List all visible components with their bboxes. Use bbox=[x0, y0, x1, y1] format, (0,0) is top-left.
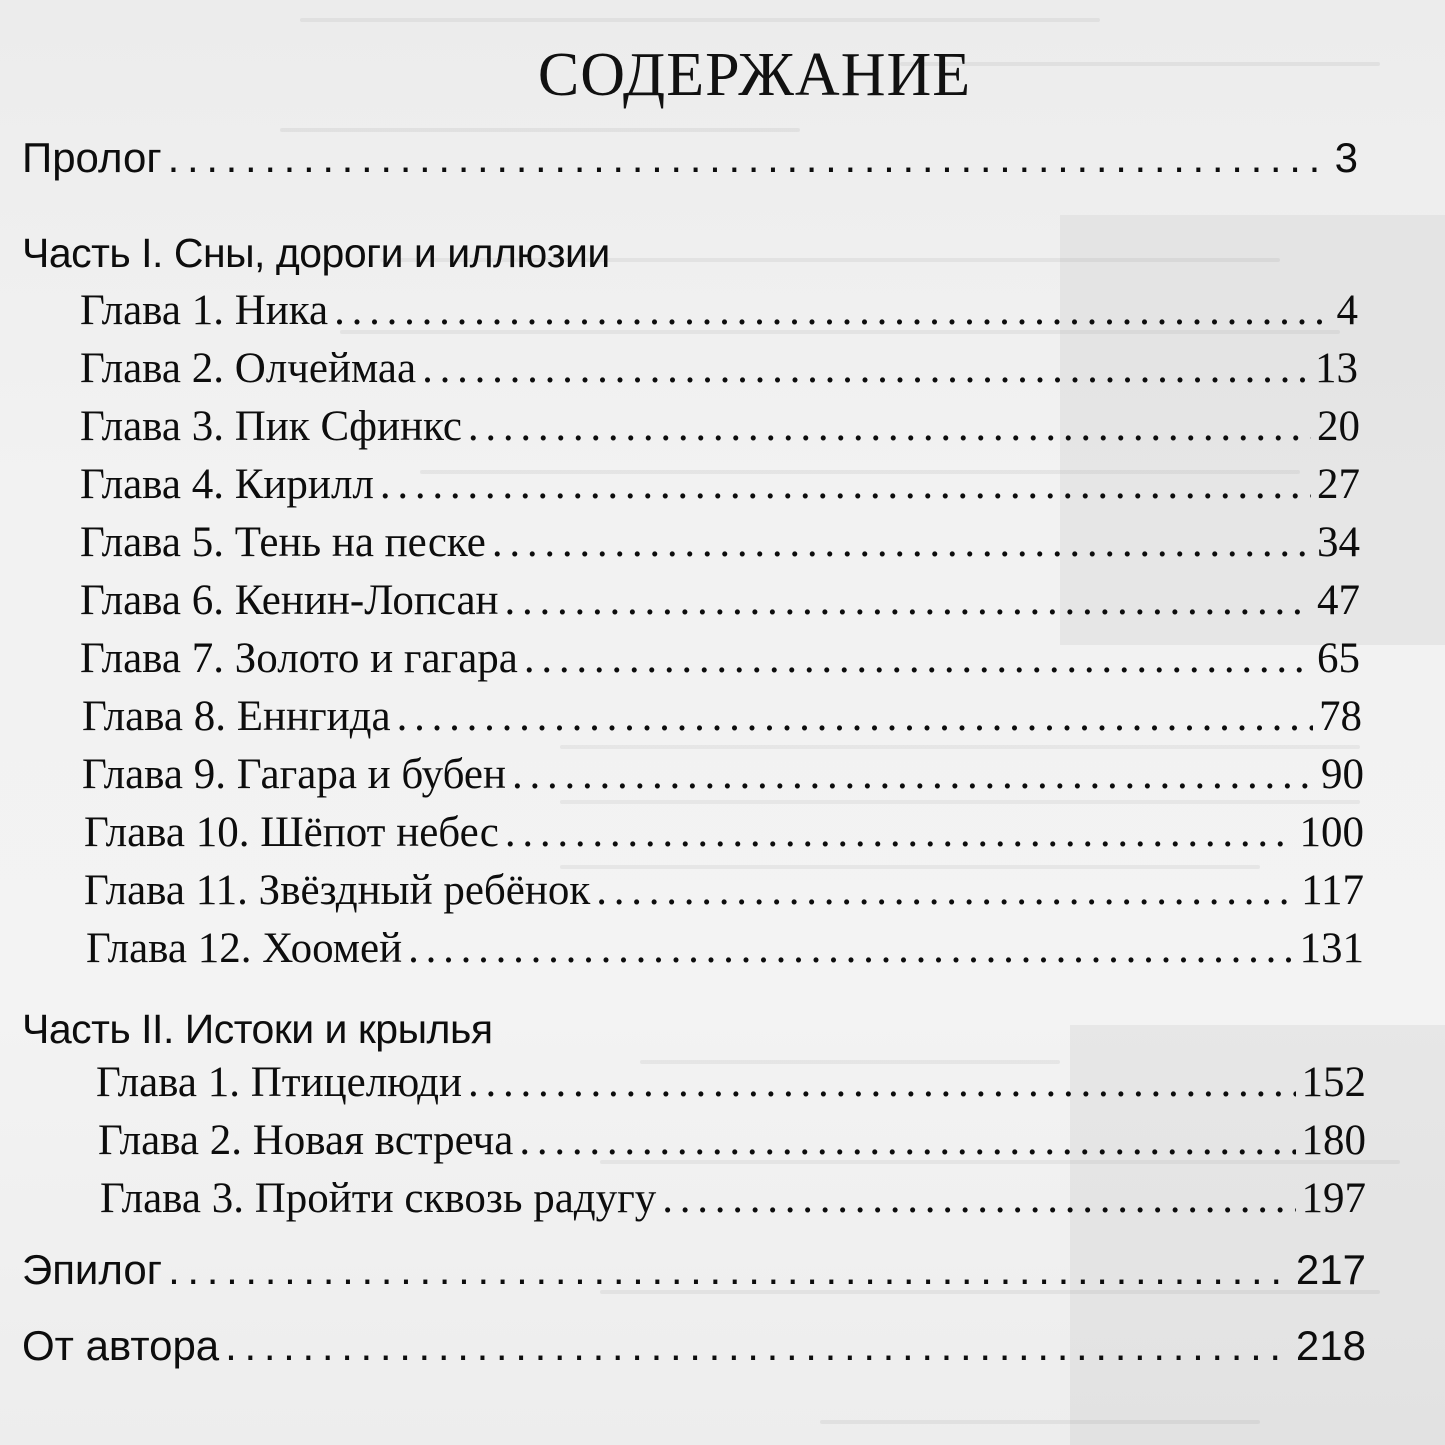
entry-label: Глава 1. Ника bbox=[80, 287, 329, 334]
dot-leader bbox=[505, 576, 1311, 625]
toc-entry-chapter[interactable] bbox=[84, 808, 1364, 857]
dot-leader bbox=[492, 518, 1311, 567]
dot-leader bbox=[596, 866, 1295, 915]
entry-page-number: 90 bbox=[1321, 751, 1364, 798]
entry-label: Пролог bbox=[22, 134, 162, 181]
toc-entry-chapter[interactable] bbox=[80, 634, 1360, 683]
entry-page-number: 27 bbox=[1317, 461, 1360, 508]
part-heading: Часть I. Сны, дороги и иллюзии bbox=[22, 230, 610, 276]
toc-entry-chapter[interactable] bbox=[80, 460, 1360, 509]
dot-leader bbox=[662, 1174, 1295, 1223]
toc-entry-chapter[interactable] bbox=[80, 576, 1360, 625]
toc-entry-chapter[interactable] bbox=[86, 924, 1364, 973]
toc-heading: СОДЕРЖАНИЕ bbox=[537, 41, 972, 109]
entry-label: Глава 7. Золото и гагара bbox=[80, 635, 518, 682]
dot-leader bbox=[468, 402, 1311, 451]
entry-label: Глава 2. Новая встреча bbox=[98, 1117, 514, 1164]
toc-entry-chapter[interactable] bbox=[82, 750, 1364, 799]
dot-leader bbox=[408, 924, 1293, 973]
entry-page-number: 47 bbox=[1317, 577, 1360, 624]
toc-entry-chapter[interactable] bbox=[82, 692, 1362, 741]
toc-entry-chapter[interactable] bbox=[80, 286, 1358, 335]
entry-page-number: 78 bbox=[1319, 693, 1362, 740]
entry-label: Глава 5. Тень на песке bbox=[80, 519, 486, 566]
entry-label: Глава 3. Пик Сфинкс bbox=[80, 403, 462, 450]
entry-page-number: 117 bbox=[1301, 867, 1364, 914]
dot-leader bbox=[334, 286, 1330, 335]
toc-entry-afterword[interactable] bbox=[22, 1322, 1366, 1370]
entry-page-number: 3 bbox=[1334, 134, 1358, 181]
toc-entry-epilogue[interactable] bbox=[22, 1246, 1366, 1294]
dot-leader bbox=[468, 1058, 1296, 1107]
entry-label: Эпилог bbox=[22, 1246, 163, 1293]
entry-page-number: 131 bbox=[1299, 925, 1364, 972]
toc-entry-chapter[interactable] bbox=[96, 1058, 1366, 1107]
entry-page-number: 4 bbox=[1336, 287, 1358, 334]
dot-leader bbox=[380, 460, 1311, 509]
entry-page-number: 197 bbox=[1301, 1175, 1366, 1222]
entry-label: Глава 9. Гагара и бубен bbox=[82, 751, 507, 798]
entry-page-number: 34 bbox=[1317, 519, 1360, 566]
dot-leader bbox=[397, 692, 1313, 741]
toc-entry-chapter[interactable] bbox=[84, 866, 1364, 915]
part-heading: Часть II. Истоки и крылья bbox=[22, 1006, 493, 1052]
entry-label: Глава 11. Звёздный ребёнок bbox=[84, 867, 591, 914]
dot-leader bbox=[422, 344, 1309, 393]
toc-entry-chapter[interactable] bbox=[80, 402, 1360, 451]
entry-label: От автора bbox=[22, 1322, 220, 1369]
entry-page-number: 180 bbox=[1301, 1117, 1366, 1164]
entry-label: Глава 10. Шёпот небес bbox=[84, 809, 499, 856]
dot-leader bbox=[512, 750, 1315, 799]
dot-leader bbox=[524, 634, 1311, 683]
entry-label: Глава 12. Хоомей bbox=[86, 925, 403, 972]
toc-entry-chapter[interactable] bbox=[98, 1116, 1366, 1165]
toc-entry-prologue[interactable] bbox=[22, 134, 1358, 182]
entry-page-number: 65 bbox=[1317, 635, 1360, 682]
dot-leader bbox=[225, 1322, 1290, 1370]
dot-leader bbox=[168, 134, 1329, 182]
dot-leader bbox=[519, 1116, 1295, 1165]
entry-page-number: 20 bbox=[1317, 403, 1360, 450]
entry-page-number: 217 bbox=[1295, 1246, 1366, 1293]
dot-leader bbox=[168, 1246, 1290, 1294]
entry-page-number: 152 bbox=[1301, 1059, 1366, 1106]
entry-page-number: 13 bbox=[1315, 345, 1358, 392]
toc-entry-chapter[interactable] bbox=[80, 344, 1358, 393]
toc-entry-chapter[interactable] bbox=[100, 1174, 1366, 1223]
entry-label: Глава 3. Пройти сквозь радугу bbox=[100, 1175, 657, 1222]
entry-label: Глава 2. Олчеймаа bbox=[80, 345, 417, 392]
entry-label: Глава 8. Еннгида bbox=[82, 693, 391, 740]
entry-label: Глава 6. Кенин-Лопсан bbox=[80, 577, 499, 624]
entry-page-number: 218 bbox=[1295, 1322, 1366, 1369]
dot-leader bbox=[505, 808, 1294, 857]
toc-entry-chapter[interactable] bbox=[80, 518, 1360, 567]
entry-page-number: 100 bbox=[1299, 809, 1364, 856]
entry-label: Глава 4. Кирилл bbox=[80, 461, 374, 508]
entry-label: Глава 1. Птицелюди bbox=[96, 1059, 462, 1106]
